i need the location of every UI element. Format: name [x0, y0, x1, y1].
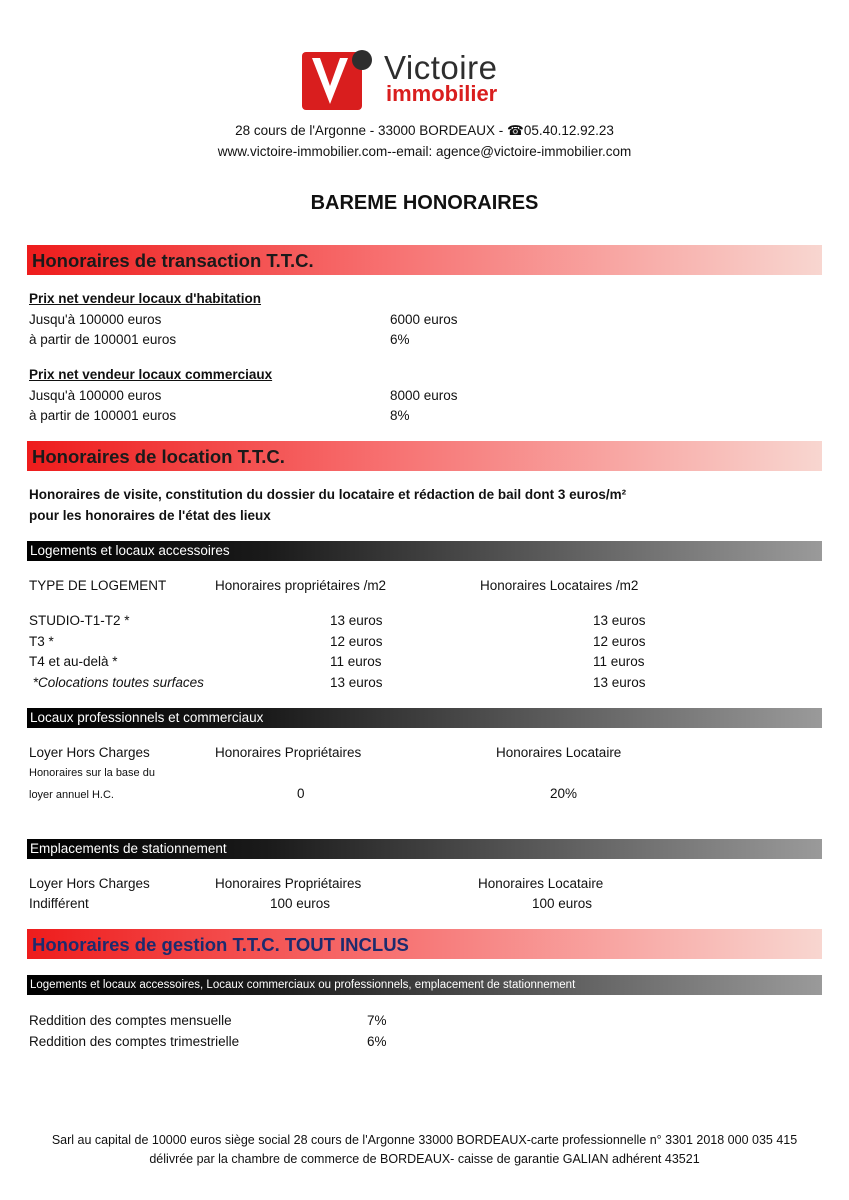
habitation-label: Prix net vendeur locaux d'habitation	[29, 291, 262, 306]
logements-header-type: TYPE DE LOGEMENT	[29, 578, 167, 593]
parking-header-prop: Honoraires Propriétaires	[215, 876, 362, 891]
logements-row-4-prop: 13 euros	[330, 675, 383, 690]
gestion-row-2-label: Reddition des comptes trimestrielle	[29, 1034, 240, 1049]
parking-bar	[27, 839, 822, 859]
habitation-row-1-label: Jusqu'à 100000 euros	[29, 312, 162, 327]
company-logo	[300, 43, 540, 115]
logements-row-2-loc: 12 euros	[593, 634, 646, 649]
location-intro-line-2: pour les honoraires de l'état des lieux	[29, 508, 271, 523]
parking-header-loyer: Loyer Hors Charges	[29, 876, 150, 891]
parking-bar-label: Emplacements de stationnement	[30, 841, 227, 856]
gestion-row-1-label: Reddition des comptes mensuelle	[29, 1013, 232, 1028]
parking-row-prop: 100 euros	[270, 896, 331, 911]
logements-row-2-type: T3 *	[29, 634, 54, 649]
logements-row-3-prop: 11 euros	[330, 654, 382, 669]
habitation-row-1-value: 6000 euros	[390, 312, 458, 327]
section-transaction-bar	[27, 245, 822, 275]
commerciaux-row-2-label: à partir de 100001 euros	[29, 408, 177, 423]
logements-row-3-type: T4 et au-delà *	[29, 654, 118, 669]
pro-header-loyer: Loyer Hors Charges	[29, 745, 150, 760]
logements-row-4-type: *Colocations toutes surfaces	[29, 675, 204, 690]
logements-row-1-loc: 13 euros	[593, 613, 646, 628]
section-location-title: Honoraires de location T.T.C.	[32, 446, 285, 467]
gestion-row-2-value: 6%	[367, 1034, 387, 1049]
section-gestion-title: Honoraires de gestion T.T.C. TOUT INCLUS	[32, 934, 409, 955]
gestion-row-1-value: 7%	[367, 1013, 387, 1028]
pro-bar	[27, 708, 822, 728]
logements-bar	[27, 541, 822, 561]
logements-header-prop: Honoraires propriétaires /m2	[215, 578, 387, 593]
parking-header-loc: Honoraires Locataire	[478, 876, 604, 891]
logo-name: Victoire	[384, 49, 498, 86]
pro-loc-value: 20%	[550, 786, 578, 801]
page-title: BAREME HONORAIRES	[310, 192, 539, 214]
habitation-row-2-label: à partir de 100001 euros	[29, 332, 177, 347]
parking-row-loc: 100 euros	[532, 896, 593, 911]
pro-note-line-1: Honoraires sur la base du	[29, 767, 155, 779]
logements-row-2-prop: 12 euros	[330, 634, 383, 649]
company-web[interactable]: www.victoire-immobilier.com--email: agence@victoire-immobilier.com	[217, 144, 632, 159]
logo-v-mark	[300, 48, 376, 112]
gestion-bar	[27, 975, 822, 995]
logo-sub: immobilier	[386, 81, 498, 106]
logements-row-3-loc: 11 euros	[593, 654, 645, 669]
pro-prop-value: 0	[297, 786, 305, 801]
company-address: 28 cours de l'Argonne - 33000 BORDEAUX - ☎05.40.12.92.23	[235, 123, 614, 138]
logements-bar-label: Logements et locaux accessoires	[30, 543, 230, 558]
section-gestion-bar	[27, 929, 822, 959]
commerciaux-row-2-value: 8%	[390, 408, 410, 423]
logements-row-1-prop: 13 euros	[330, 613, 383, 628]
section-location-bar	[27, 441, 822, 471]
habitation-row-2-value: 6%	[390, 332, 410, 347]
commerciaux-row-1-label: Jusqu'à 100000 euros	[29, 388, 162, 403]
logements-header-loc: Honoraires Locataires /m2	[480, 578, 639, 593]
logements-row-1-type: STUDIO-T1-T2 *	[29, 613, 130, 628]
parking-row-label: Indifférent	[29, 896, 89, 911]
pro-header-loc: Honoraires Locataire	[496, 745, 622, 760]
location-intro-line-1: Honoraires de visite, constitution du dossier du locataire et rédaction de bail dont 3 euros/m²	[29, 487, 627, 502]
pro-bar-label: Locaux professionnels et commerciaux	[30, 710, 264, 725]
commerciaux-label: Prix net vendeur locaux commerciaux	[29, 367, 273, 382]
pro-note-line-2: loyer annuel H.C.	[29, 789, 114, 801]
footer-line-1: Sarl au capital de 10000 euros siège social 28 cours de l'Argonne 33000 BORDEAUX-carte professionnelle n° 3301 2018 000 035 415	[51, 1133, 798, 1147]
gestion-bar-label: Logements et locaux accessoires, Locaux commerciaux ou professionnels, emplacement de stationnement	[30, 979, 576, 991]
section-transaction-title: Honoraires de transaction T.T.C.	[32, 250, 314, 271]
pro-header-prop: Honoraires Propriétaires	[215, 745, 362, 760]
logements-row-4-loc: 13 euros	[593, 675, 646, 690]
footer-line-2: délivrée par la chambre de commerce de BORDEAUX- caisse de garantie GALIAN adhérent 43521	[149, 1152, 700, 1166]
commerciaux-row-1-value: 8000 euros	[390, 388, 458, 403]
